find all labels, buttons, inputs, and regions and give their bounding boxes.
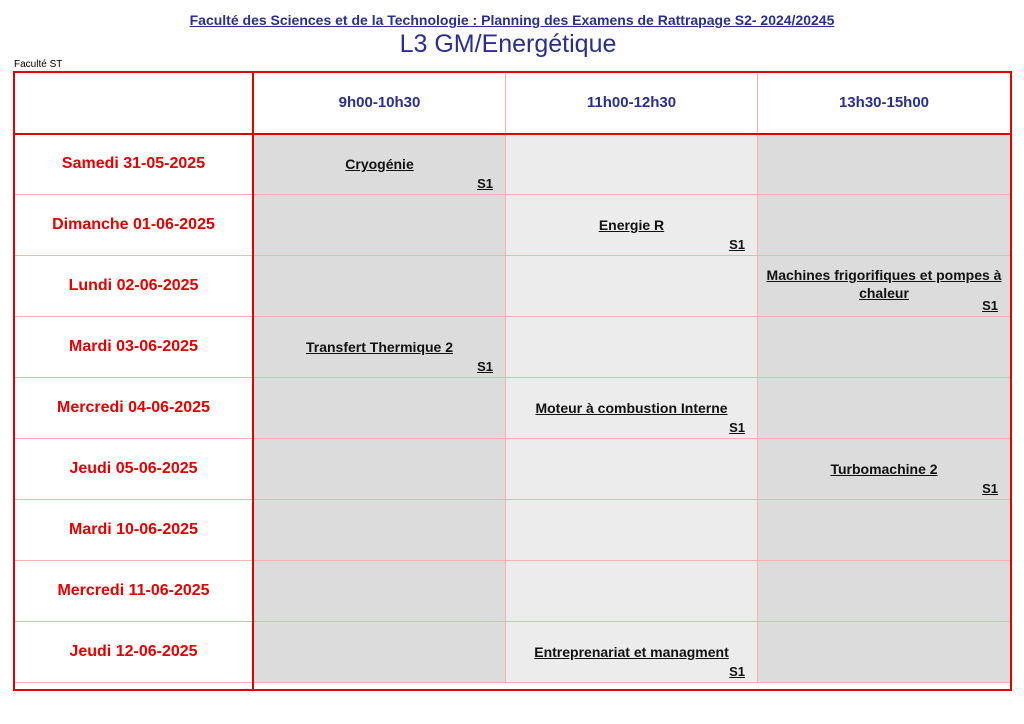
day-label: Jeudi 12-06-2025 — [69, 643, 198, 660]
exam-slot-cell — [758, 256, 1011, 317]
exam-slot-cell — [506, 561, 758, 622]
schedule-row — [14, 317, 1011, 378]
room-label: S1 — [477, 359, 493, 374]
faculty-label: Faculté ST — [14, 59, 63, 70]
schedule-row — [14, 622, 1011, 683]
day-cell — [14, 500, 254, 561]
room-label: S1 — [982, 298, 998, 313]
room-label: S1 — [729, 420, 745, 435]
room-label: S1 — [982, 481, 998, 496]
schedule-row — [14, 500, 1011, 561]
exam-slot-cell — [506, 195, 758, 256]
slot-header: 9h00-10h30 — [254, 72, 506, 134]
exam-slot-cell — [758, 378, 1011, 439]
course-name: Energie R — [598, 217, 665, 233]
exam-slot-cell — [758, 195, 1011, 256]
exam-slot-cell — [506, 378, 758, 439]
slot-header: 13h30-15h00 — [758, 72, 1011, 134]
exam-schedule-table — [13, 71, 1011, 683]
exam-slot-cell — [758, 500, 1011, 561]
course-name: Transfert Thermique 2 — [305, 339, 454, 355]
exam-slot-cell — [254, 134, 506, 195]
day-label: Lundi 02-06-2025 — [68, 277, 199, 294]
day-cell — [14, 195, 254, 256]
day-label: Mardi 03-06-2025 — [69, 338, 198, 355]
exam-slot-cell — [506, 500, 758, 561]
day-label: Samedi 31-05-2025 — [61, 155, 206, 172]
exam-slot-cell — [254, 256, 506, 317]
exam-slot-cell — [254, 317, 506, 378]
course-name: Turbomachine 2 — [830, 461, 938, 477]
exam-slot-cell — [506, 317, 758, 378]
day-label: Mardi 10-06-2025 — [69, 521, 198, 538]
day-label: Jeudi 05-06-2025 — [69, 460, 198, 477]
slot-header: 11h00-12h30 — [506, 72, 758, 134]
exam-slot-cell — [758, 561, 1011, 622]
exam-slot-cell — [758, 439, 1011, 500]
exam-slot-cell — [506, 439, 758, 500]
exam-slot-cell — [506, 256, 758, 317]
exam-slot-cell — [254, 500, 506, 561]
schedule-row — [14, 134, 1011, 195]
day-label: Mercredi 04-06-2025 — [57, 399, 210, 416]
day-label: Dimanche 01-06-2025 — [52, 216, 215, 233]
course-name: Cryogénie — [345, 156, 414, 172]
exam-slot-cell — [506, 622, 758, 683]
exam-slot-cell — [254, 622, 506, 683]
corner-cell — [14, 72, 254, 134]
exam-slot-cell — [758, 317, 1011, 378]
schedule-row — [14, 256, 1011, 317]
program-title: L3 GM/Energétique — [399, 30, 617, 58]
day-cell — [14, 317, 254, 378]
schedule-row — [14, 195, 1011, 256]
document-title: Faculté des Sciences et de la Technologie : Planning des Examens de Rattrapage S2- 2024/20245 — [189, 12, 835, 28]
day-cell — [14, 378, 254, 439]
day-cell — [14, 134, 254, 195]
course-name: Entreprenariat et managment — [534, 644, 729, 660]
exam-slot-cell — [758, 622, 1011, 683]
exam-slot-cell — [758, 134, 1011, 195]
day-cell — [14, 256, 254, 317]
room-label: S1 — [477, 176, 493, 191]
exam-slot-cell — [254, 378, 506, 439]
day-label: Mercredi 11-06-2025 — [57, 582, 210, 599]
day-cell — [14, 622, 254, 683]
exam-slot-cell — [254, 195, 506, 256]
schedule-row — [14, 561, 1011, 622]
schedule-row — [14, 439, 1011, 500]
room-label: S1 — [729, 664, 745, 679]
course-name: Moteur à combustion Interne — [535, 400, 728, 416]
course-name: Machines frigorifiques et pompes à chaleur — [766, 267, 1002, 301]
exam-slot-cell — [254, 439, 506, 500]
header-row — [14, 72, 1011, 134]
day-cell — [14, 439, 254, 500]
schedule-row — [14, 378, 1011, 439]
exam-slot-cell — [506, 134, 758, 195]
room-label: S1 — [729, 237, 745, 252]
exam-slot-cell — [254, 561, 506, 622]
day-cell — [14, 561, 254, 622]
